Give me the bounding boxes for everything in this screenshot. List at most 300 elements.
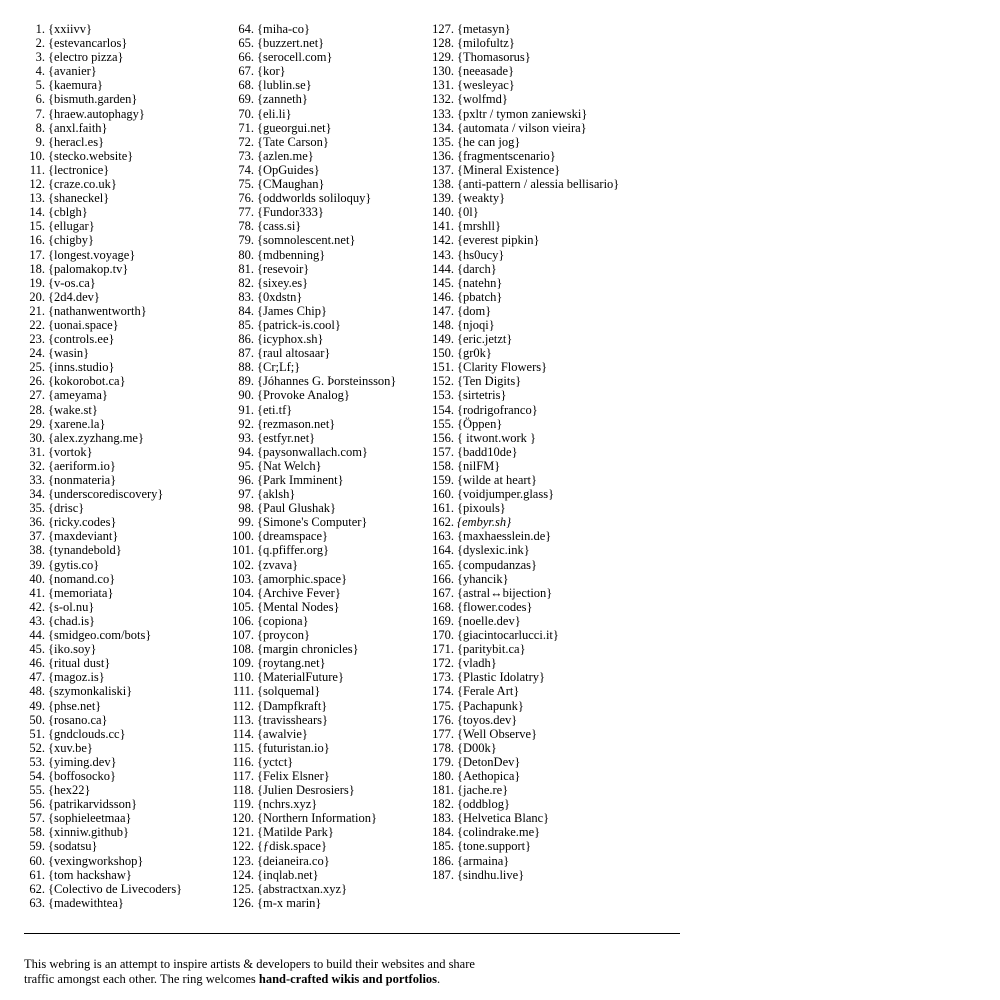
site-list-item	[24, 839, 224, 853]
site-link[interactable]: {sindhu.live}	[457, 867, 525, 882]
site-link[interactable]: {deianeira.co}	[257, 853, 330, 868]
site-link[interactable]: {zanneth}	[257, 92, 308, 107]
site-link[interactable]: {proycon}	[257, 628, 310, 643]
site-link[interactable]: {ellugar}	[48, 219, 95, 234]
site-link[interactable]: {buzzert.net}	[257, 36, 325, 51]
site-link[interactable]: {xxiivv}	[48, 22, 92, 36]
site-number: 108.	[232, 642, 254, 657]
site-link[interactable]: {kaemura}	[48, 78, 104, 93]
site-list-item	[24, 135, 224, 149]
site-link[interactable]: {s-ol.nu}	[48, 599, 95, 614]
site-link[interactable]: {resevoir}	[257, 261, 310, 276]
site-link[interactable]: {Fundor333}	[257, 205, 324, 220]
site-link[interactable]: {xinniw.github}	[48, 825, 129, 840]
site-link[interactable]: {uonai.space}	[48, 317, 119, 332]
site-link[interactable]: {Plastic Idolatry}	[457, 670, 546, 685]
site-link[interactable]: {embyr.sh}	[457, 515, 512, 530]
site-list-item	[224, 515, 424, 529]
site-link[interactable]: {wesleyac}	[457, 78, 515, 93]
site-number: 2.	[35, 36, 45, 51]
site-link[interactable]: {Well Observe}	[457, 726, 538, 741]
site-number: 5.	[35, 78, 45, 93]
site-link[interactable]: {D00k}	[457, 740, 497, 755]
site-number: 122.	[232, 839, 254, 854]
site-list-item	[24, 614, 224, 628]
site-link[interactable]: {Thomasorus}	[457, 50, 531, 65]
site-link[interactable]: {Pachapunk}	[457, 698, 524, 713]
site-link[interactable]: {Paul Glushak}	[257, 501, 337, 516]
site-number: 154.	[432, 402, 454, 417]
site-link[interactable]: {wake.st}	[48, 402, 98, 417]
site-number: 89.	[238, 374, 254, 389]
site-list-item	[424, 854, 624, 868]
site-link[interactable]: {Northern Information}	[257, 811, 377, 826]
site-link[interactable]: {eli.li}	[257, 106, 292, 121]
site-link[interactable]: {boffosocko}	[48, 768, 117, 783]
site-number: 96.	[238, 473, 254, 487]
site-link[interactable]: {vladh}	[457, 656, 497, 671]
site-number: 88.	[238, 360, 254, 375]
site-list-item	[224, 445, 424, 459]
site-link[interactable]: {0l}	[457, 205, 479, 220]
site-link[interactable]: {2d4.dev}	[48, 289, 100, 304]
site-list-item	[224, 417, 424, 431]
site-number: 33.	[29, 473, 45, 487]
site-link[interactable]: {sodatsu}	[48, 839, 98, 854]
site-number: 35.	[29, 501, 45, 516]
site-list-item	[224, 121, 424, 135]
site-list-item	[24, 473, 224, 487]
site-number: 60.	[29, 853, 45, 868]
site-link[interactable]: {szymonkaliski}	[48, 684, 133, 699]
site-number: 165.	[432, 557, 454, 572]
site-list-item	[224, 473, 424, 487]
site-link[interactable]: {giacintocarlucci.it}	[457, 628, 559, 643]
site-list-item	[424, 92, 624, 106]
site-link[interactable]: {vexingworkshop}	[48, 853, 144, 868]
site-link[interactable]: {madewithtea}	[48, 895, 124, 910]
site-list-item	[224, 882, 424, 896]
site-link[interactable]: {Nat Welch}	[257, 458, 322, 473]
site-link[interactable]: {astral↔bijection}	[457, 585, 553, 600]
site-link[interactable]: {eti.tf}	[257, 402, 293, 417]
site-link[interactable]: {icyphox.sh}	[257, 332, 324, 347]
site-link[interactable]: {voidjumper.glass}	[457, 487, 555, 502]
site-link[interactable]: {iko.soy}	[48, 642, 97, 657]
site-list-item	[424, 135, 624, 149]
site-number: 19.	[29, 275, 45, 290]
site-list-item	[24, 572, 224, 586]
site-link[interactable]: {memoriata}	[48, 585, 114, 600]
site-number: 184.	[432, 825, 454, 840]
site-link[interactable]: {Cr;Lf;}	[257, 360, 301, 375]
site-link[interactable]: {badd10de}	[457, 444, 518, 459]
site-list-item	[224, 459, 424, 473]
site-list-item	[424, 346, 624, 360]
site-link[interactable]: {rezmason.net}	[257, 416, 336, 431]
site-link[interactable]: {inns.studio}	[48, 360, 115, 375]
site-link[interactable]: {lectronice}	[48, 162, 110, 177]
site-link[interactable]: {kokorobot.ca}	[48, 374, 126, 389]
site-link[interactable]: {roytang.net}	[257, 656, 326, 671]
site-link[interactable]: {azlen.me}	[257, 148, 314, 163]
site-link[interactable]: {Ferale Art}	[457, 684, 520, 699]
site-link[interactable]: {0xdstn}	[257, 289, 303, 304]
site-link[interactable]: {estevancarlos}	[48, 36, 128, 51]
webring-column-2	[224, 22, 424, 910]
site-number: 49.	[29, 698, 45, 713]
site-list-item	[224, 304, 424, 318]
site-number: 163.	[432, 529, 454, 544]
site-link[interactable]: {xuv.be}	[48, 740, 93, 755]
site-link[interactable]: {Park Imminent}	[257, 473, 344, 487]
site-number: 153.	[432, 388, 454, 403]
site-number: 117.	[232, 768, 254, 783]
divider	[24, 933, 680, 934]
site-link[interactable]: {wilde at heart}	[457, 473, 538, 487]
site-link[interactable]: {lublin.se}	[257, 78, 312, 93]
site-link[interactable]: {miha-co}	[257, 22, 310, 36]
site-number: 123.	[232, 853, 254, 868]
site-list-item	[424, 543, 624, 557]
site-number: 133.	[432, 106, 454, 121]
site-link[interactable]: {noelle.dev}	[457, 613, 521, 628]
site-link[interactable]: {Archive Fever}	[257, 585, 341, 600]
site-link[interactable]: {colindrake.me}	[457, 825, 541, 840]
site-list-item	[24, 64, 224, 78]
site-list-item	[224, 600, 424, 614]
site-list-item	[424, 459, 624, 473]
site-link[interactable]: {yctct}	[257, 754, 294, 769]
site-link[interactable]: {njoqi}	[457, 317, 495, 332]
site-link[interactable]: {m-x marin}	[257, 895, 322, 910]
site-link[interactable]: {smidgeo.com/bots}	[48, 628, 152, 643]
site-list-item	[424, 431, 624, 445]
site-link[interactable]: {wasin}	[48, 346, 90, 361]
site-link[interactable]: {heracl.es}	[48, 134, 105, 149]
site-link[interactable]: {anti-pattern / alessia bellisario}	[457, 177, 620, 192]
site-number: 161.	[432, 501, 454, 516]
site-link[interactable]: {paysonwallach.com}	[257, 444, 368, 459]
site-link[interactable]: {palomakop.tv}	[48, 261, 129, 276]
site-list-item	[24, 332, 224, 346]
site-link[interactable]: {avanier}	[48, 64, 97, 79]
site-link[interactable]: {zvava}	[257, 557, 299, 572]
site-link[interactable]: {electro pizza}	[48, 50, 124, 65]
site-link[interactable]: {inqlab.net}	[257, 867, 319, 882]
site-list-item	[424, 403, 624, 417]
site-link[interactable]: {pbatch}	[457, 289, 503, 304]
site-number: 82.	[238, 275, 254, 290]
site-number: 58.	[29, 825, 45, 840]
site-link[interactable]: {gytis.co}	[48, 557, 100, 572]
site-link[interactable]: {nonmateria}	[48, 473, 117, 487]
site-link[interactable]: {Mental Nodes}	[257, 599, 340, 614]
site-link[interactable]: {margin chronicles}	[257, 642, 359, 657]
site-list-item	[424, 487, 624, 501]
site-link[interactable]: {nchrs.xyz}	[257, 797, 318, 812]
site-list-item	[24, 854, 224, 868]
site-link[interactable]: {vortok}	[48, 444, 93, 459]
site-list-item	[424, 177, 624, 191]
site-number: 166.	[432, 571, 454, 586]
site-link[interactable]: {automata / vilson vieira}	[457, 120, 587, 135]
site-list-item	[424, 713, 624, 727]
site-list-item	[424, 191, 624, 205]
site-link[interactable]: {natehn}	[457, 275, 503, 290]
site-link[interactable]: {everest pipkin}	[457, 233, 540, 248]
site-link[interactable]: {anxl.faith}	[48, 120, 108, 135]
site-number: 93.	[238, 430, 254, 445]
site-number: 15.	[29, 219, 45, 234]
site-number: 100.	[232, 529, 254, 544]
site-link[interactable]: {tone.support}	[457, 839, 532, 854]
site-link[interactable]: {OpGuides}	[257, 162, 320, 177]
site-link[interactable]: {patrick-is.cool}	[257, 317, 341, 332]
site-link[interactable]: {Tate Carson}	[257, 134, 329, 149]
site-link[interactable]: {Matilde Park}	[257, 825, 334, 840]
site-number: 178.	[432, 740, 454, 755]
site-link[interactable]: {ƒdisk.space}	[257, 839, 327, 854]
site-list-item	[424, 600, 624, 614]
site-number: 45.	[29, 642, 45, 657]
site-link[interactable]: {ritual dust}	[48, 656, 111, 671]
site-number: 44.	[29, 628, 45, 643]
site-link[interactable]: {DetonDev}	[457, 754, 521, 769]
site-list-item	[24, 360, 224, 374]
site-list-item	[424, 501, 624, 515]
site-link[interactable]: {Öppen}	[457, 416, 503, 431]
site-list-item	[24, 121, 224, 135]
site-number: 128.	[432, 36, 454, 51]
site-number: 160.	[432, 487, 454, 502]
site-link[interactable]: {raul altosaar}	[257, 346, 331, 361]
site-number: 120.	[232, 811, 254, 826]
site-link[interactable]: {drisc}	[48, 501, 85, 516]
site-list-item	[224, 248, 424, 262]
site-link[interactable]: {compudanzas}	[457, 557, 538, 572]
site-link[interactable]: {metasyn}	[457, 22, 511, 36]
site-link[interactable]: {tom hackshaw}	[48, 867, 132, 882]
site-link[interactable]: {yiming.dev}	[48, 754, 117, 769]
site-link[interactable]: {nomand.co}	[48, 571, 116, 586]
site-link[interactable]: {darch}	[457, 261, 497, 276]
site-number: 156.	[432, 430, 454, 445]
site-list-item	[424, 769, 624, 783]
site-link[interactable]: {somnolescent.net}	[257, 233, 356, 248]
site-link[interactable]: {hs0ucy}	[457, 247, 505, 262]
site-link[interactable]: {gueorgui.net}	[257, 120, 332, 135]
site-link[interactable]: {magoz.is}	[48, 670, 105, 685]
site-link[interactable]: {Jóhannes G. Þorsteinsson}	[257, 374, 397, 389]
site-number: 64.	[238, 22, 254, 36]
site-link[interactable]: {eric.jetzt}	[457, 332, 513, 347]
site-link[interactable]: {shaneckel}	[48, 191, 110, 206]
site-list-item	[424, 318, 624, 332]
site-link[interactable]: {craze.co.uk}	[48, 177, 117, 192]
site-link[interactable]: {cblgh}	[48, 205, 88, 220]
site-link[interactable]: {yhancik}	[457, 571, 509, 586]
site-link[interactable]: {Provoke Analog}	[257, 388, 350, 403]
site-link[interactable]: {Dampfkraft}	[257, 698, 328, 713]
site-list-item	[424, 755, 624, 769]
site-link[interactable]: {phse.net}	[48, 698, 102, 713]
site-link[interactable]: {bismuth.garden}	[48, 92, 138, 107]
site-list-item	[24, 22, 224, 36]
site-link[interactable]: {oddworlds soliloquy}	[257, 191, 372, 206]
site-link[interactable]: {Aethopica}	[457, 768, 521, 783]
site-link[interactable]: {flower.codes}	[457, 599, 533, 614]
site-link[interactable]: {ameyama}	[48, 388, 108, 403]
site-link[interactable]: {ricky.codes}	[48, 515, 117, 530]
site-link[interactable]: {travisshears}	[257, 712, 329, 727]
site-link[interactable]: {stecko.website}	[48, 148, 134, 163]
site-link[interactable]: {v-os.ca}	[48, 275, 96, 290]
site-link[interactable]: {longest.voyage}	[48, 247, 136, 262]
site-link[interactable]: {oddblog}	[457, 797, 510, 812]
site-link[interactable]: {tynandebold}	[48, 543, 122, 558]
about-body: This webring is an attempt to inspire artists & developers to build their websites and share traffic amongst each other. The ring welcomes	[24, 957, 475, 986]
site-number: 16.	[29, 233, 45, 248]
site-number: 137.	[432, 162, 454, 177]
site-link[interactable]: {Ten Digits}	[457, 374, 522, 389]
site-link[interactable]: {weakty}	[457, 191, 506, 206]
site-number: 3.	[35, 50, 45, 65]
site-number: 54.	[29, 768, 45, 783]
site-list-item	[224, 558, 424, 572]
site-link[interactable]: {Mineral Existence}	[457, 162, 561, 177]
site-number: 91.	[238, 402, 254, 417]
site-link[interactable]: {dom}	[457, 303, 492, 318]
site-number: 132.	[432, 92, 454, 107]
site-list-item	[224, 586, 424, 600]
site-link[interactable]: {controls.ee}	[48, 332, 115, 347]
site-link[interactable]: {alex.zyzhang.me}	[48, 430, 144, 445]
site-number: 159.	[432, 473, 454, 487]
site-link[interactable]: {hex22}	[48, 783, 91, 798]
site-list-item	[424, 741, 624, 755]
site-link[interactable]: {wolfmd}	[457, 92, 508, 107]
site-number: 170.	[432, 628, 454, 643]
site-number: 179.	[432, 754, 454, 769]
site-link[interactable]: {maxdeviant}	[48, 529, 119, 544]
site-number: 7.	[35, 106, 45, 121]
site-link[interactable]: {serocell.com}	[257, 50, 333, 65]
site-link[interactable]: {q.pfiffer.org}	[257, 543, 329, 558]
site-number: 98.	[238, 501, 254, 516]
site-list-item	[424, 360, 624, 374]
site-link[interactable]: {Helvetica Blanc}	[457, 811, 550, 826]
site-link[interactable]: {paritybit.ca}	[457, 642, 526, 657]
site-link[interactable]: {he can jog}	[457, 134, 521, 149]
site-link[interactable]: {pxltr / tymon zaniewski}	[457, 106, 588, 121]
site-link[interactable]: {patrikarvidsson}	[48, 797, 138, 812]
site-link[interactable]: {CMaughan}	[257, 177, 325, 192]
site-link[interactable]: {rosano.ca}	[48, 712, 108, 727]
site-link[interactable]: {rodrigofranco}	[457, 402, 538, 417]
site-list-item	[224, 713, 424, 727]
site-number: 148.	[432, 317, 454, 332]
site-link[interactable]: {dreamspace}	[257, 529, 328, 544]
site-link[interactable]: {armaina}	[457, 853, 510, 868]
site-link[interactable]: {xarene.la}	[48, 416, 106, 431]
site-link[interactable]: {copiona}	[257, 613, 309, 628]
site-number: 147.	[432, 303, 454, 318]
site-link[interactable]: {chad.is}	[48, 613, 96, 628]
site-number: 124.	[232, 867, 254, 882]
site-link[interactable]: {pixouls}	[457, 501, 506, 516]
site-link[interactable]: {Clarity Flowers}	[457, 360, 548, 375]
site-number: 70.	[238, 106, 254, 121]
site-list-item	[24, 684, 224, 698]
site-number: 76.	[238, 191, 254, 206]
site-link[interactable]: { itwont.work }	[457, 430, 537, 445]
site-link[interactable]: {jache.re}	[457, 783, 509, 798]
site-link[interactable]: {MaterialFuture}	[257, 670, 344, 685]
site-list-item	[24, 783, 224, 797]
site-link[interactable]: {hraew.autophagy}	[48, 106, 145, 121]
site-link[interactable]: {Simone's Computer}	[257, 515, 368, 530]
site-link[interactable]: {nilFM}	[457, 458, 501, 473]
site-link[interactable]: {estfyr.net}	[257, 430, 316, 445]
site-list-item	[24, 318, 224, 332]
site-link[interactable]: {gndclouds.cc}	[48, 726, 126, 741]
site-link[interactable]: {dyslexic.ink}	[457, 543, 530, 558]
site-list-item	[424, 783, 624, 797]
site-list-item	[424, 642, 624, 656]
site-number: 131.	[432, 78, 454, 93]
site-link[interactable]: {Colectivo de Livecoders}	[48, 881, 183, 896]
site-link[interactable]: {awalvie}	[257, 726, 308, 741]
site-link[interactable]: {underscorediscovery}	[48, 487, 164, 502]
site-link[interactable]: {amorphic.space}	[257, 571, 348, 586]
site-number: 135.	[432, 134, 454, 149]
site-link[interactable]: {abstractxan.xyz}	[257, 881, 348, 896]
site-list-item	[424, 699, 624, 713]
site-link[interactable]: {James Chip}	[257, 303, 327, 318]
site-link[interactable]: {nathanwentworth}	[48, 303, 147, 318]
site-link[interactable]: {futuristan.io}	[257, 740, 330, 755]
site-link[interactable]: {kor}	[257, 64, 286, 79]
site-link[interactable]: {maxhaesslein.de}	[457, 529, 552, 544]
site-link[interactable]: {toyos.dev}	[457, 712, 518, 727]
site-link[interactable]: {Felix Elsner}	[257, 768, 330, 783]
site-link[interactable]: {fragmentscenario}	[457, 148, 556, 163]
site-link[interactable]: {sirtetris}	[457, 388, 507, 403]
site-list-item	[24, 92, 224, 106]
site-number: 169.	[432, 613, 454, 628]
site-link[interactable]: {sixey.es}	[257, 275, 309, 290]
site-list-item	[24, 586, 224, 600]
site-list-item	[24, 656, 224, 670]
site-link[interactable]: {mdbenning}	[257, 247, 326, 262]
site-link[interactable]: {milofultz}	[457, 36, 515, 51]
site-number: 21.	[29, 303, 45, 318]
site-link[interactable]: {cass.si}	[257, 219, 302, 234]
site-link[interactable]: {aeriform.io}	[48, 458, 116, 473]
site-number: 51.	[29, 726, 45, 741]
site-link[interactable]: {gr0k}	[457, 346, 492, 361]
site-link[interactable]: {chigby}	[48, 233, 95, 248]
site-link[interactable]: {Julien Desrosiers}	[257, 783, 355, 798]
site-number: 52.	[29, 740, 45, 755]
site-link[interactable]: {solquemal}	[257, 684, 321, 699]
site-link[interactable]: {aklsh}	[257, 487, 296, 502]
site-number: 38.	[29, 543, 45, 558]
site-link[interactable]: {mrshll}	[457, 219, 501, 234]
site-link[interactable]: {sophieleetmaa}	[48, 811, 132, 826]
site-link[interactable]: {neeasade}	[457, 64, 515, 79]
